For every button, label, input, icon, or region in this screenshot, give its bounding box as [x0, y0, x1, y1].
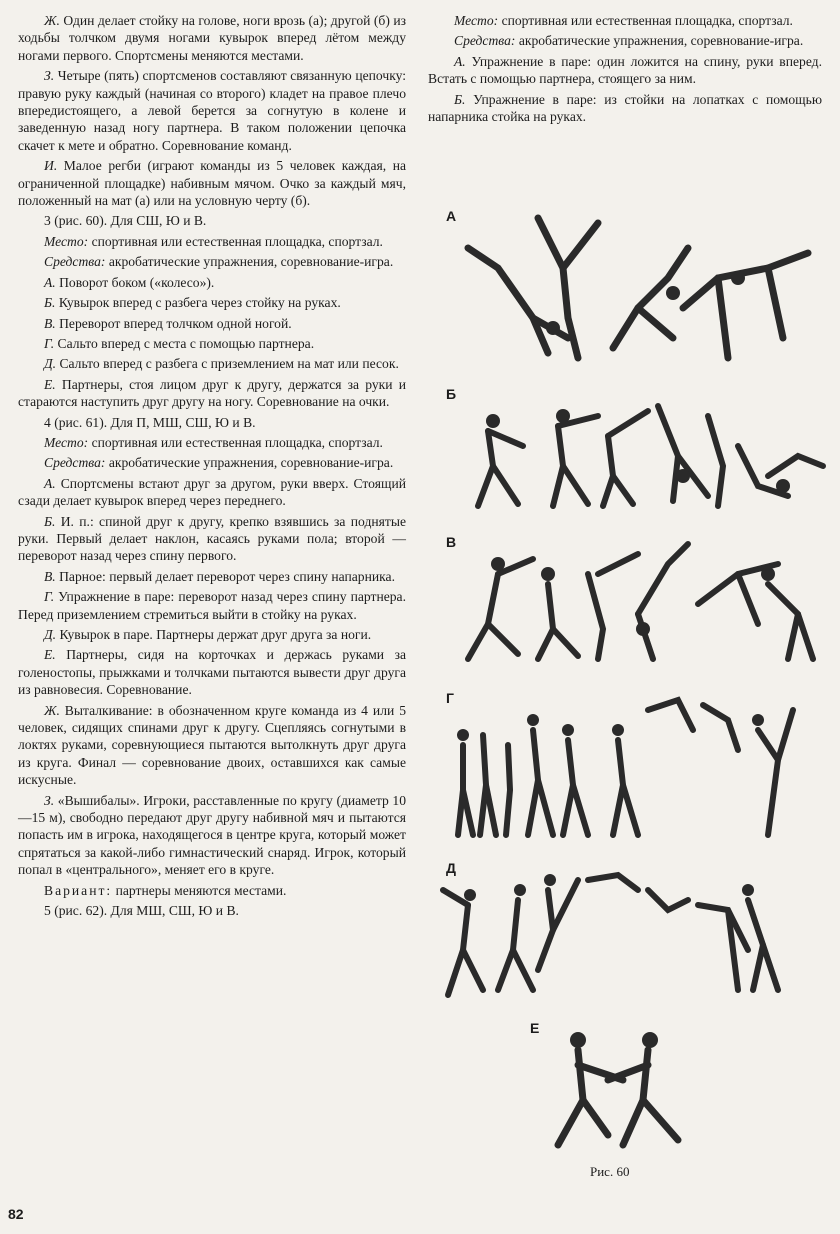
figure-panel-b: [438, 386, 830, 516]
panel-letter-a: А: [446, 208, 457, 224]
figure-60: [438, 200, 830, 1160]
item-text: акробатические упражнения, соревнование-игра.: [105, 254, 394, 270]
figure-panel-e: [438, 1020, 830, 1160]
item-label: А.: [44, 475, 56, 491]
item-text: спортивная или естественная площадка, спортзал.: [88, 233, 383, 249]
item-label: Е.: [44, 376, 56, 392]
paragraph: [18, 233, 406, 250]
paragraph: [18, 253, 406, 270]
item-text: спортивная или естественная площадка, спортзал.: [88, 434, 383, 450]
panel-letter-d: Д: [446, 860, 456, 876]
paragraph: [18, 315, 406, 332]
item-text: Упражнение в паре: из стойки на лопатках с помощью напарника стойка на руках.: [428, 91, 822, 125]
item-text: акробатические упражнения, соревнование-игра.: [515, 33, 804, 49]
item-text: Выталкивание: в обозначенном круге команда из 4 или 5 человек, сидящих спинами друг к другу. Сцепляясь согнутыми в локтях руками, соревнующиеся пытаются вытолкнуть друг друга из круга. Финал — соревнование двоих, оставшихся как самые искусные.: [18, 702, 406, 788]
item-label: Средства:: [44, 455, 106, 471]
paragraph: [18, 882, 406, 899]
panel-letter-e: Е: [530, 1020, 540, 1036]
item-label: В.: [44, 568, 56, 584]
item-text: акробатические упражнения, соревнование-игра.: [105, 455, 394, 471]
figure-panel-a: [438, 208, 830, 368]
item-label: Е.: [44, 647, 56, 663]
item-text: Кувырок в паре. Партнеры держат друг друга за ноги.: [56, 627, 372, 642]
item-label: Б.: [44, 513, 56, 529]
right-column: [428, 12, 822, 128]
handspring-illustration: [438, 534, 830, 669]
exercise-heading: 3 (рис. 60). Для СШ, Ю и В.: [44, 213, 207, 229]
panel-letter-b: Б: [446, 386, 457, 402]
paragraph: [18, 294, 406, 311]
item-text: Упражнение в паре: переворот назад через спину партнера. Перед приземлением стремиться выйти в стойку на руках.: [18, 589, 406, 622]
paragraph: [428, 91, 822, 126]
item-label: А.: [454, 53, 466, 69]
paragraph: [18, 702, 406, 789]
panel-letter-v: В: [446, 534, 457, 550]
item-label: З.: [44, 68, 55, 84]
paragraph: [18, 513, 406, 565]
item-label: И.: [44, 158, 58, 174]
item-label: З.: [44, 792, 55, 808]
item-label: Место:: [454, 13, 499, 28]
paragraph: [18, 157, 406, 209]
item-label: Ж.: [44, 13, 60, 28]
item-text: Четыре (пять) спортсменов составляют связанную цепочку: правую руку каждый (начиная со второго) кладет на правое плечо впередистоящего, а левой берется за согнутую в колене и заведенную назад ногу партнера. В таком положении цепочка скачет к мете и обратно. Соревнование команд.: [18, 68, 406, 153]
paragraph: [428, 53, 822, 88]
dive-roll-illustration: [438, 386, 830, 516]
item-text: Один делает стойку на голове, ноги врозь (а); другой (б) из ходьбы толчком двумя ногами кувырок вперед лётом между ногами первого. Спортсмены меняются местами.: [18, 13, 406, 63]
item-text: Сальто вперед с разбега с приземлением на мат или песок.: [56, 356, 399, 372]
item-text: «Вышибалы». Игроки, расставленные по кругу (диаметр 10—15 м), свободно передают друг другу набивной мяч и пытаются попасть им в игрока, находящегося в центре круга, который может спрятаться за какой-либо гимнастический снаряд. Игрок, который попал в «центрального», меняет его в круге.: [18, 792, 406, 878]
paragraph: [428, 32, 822, 49]
running-somersault-illustration: [438, 860, 830, 1000]
foot-stomp-game-illustration: [438, 1020, 830, 1160]
item-label: Б.: [44, 295, 56, 311]
item-text: Переворот вперед толчком одной ногой.: [55, 315, 292, 331]
left-column: [18, 12, 406, 923]
item-text: Сальто вперед с места с помощью партнера.: [54, 335, 315, 351]
item-label: Г.: [44, 589, 55, 605]
item-label: Средства:: [44, 254, 106, 270]
paragraph: [18, 355, 406, 372]
figure-panel-g: [438, 690, 830, 840]
item-label: Д.: [44, 627, 57, 642]
item-text: Спортсмены встают друг за другом, руки вверх. Стоящий сзади делает кувырок вперед через переднего.: [18, 475, 406, 509]
paragraph: [18, 274, 406, 291]
paragraph: [18, 588, 406, 623]
item-label: Б.: [454, 91, 466, 107]
paragraph: [428, 12, 822, 29]
item-text: Упражнение в паре: один ложится на спину, руки вперед. Встать с помощью партнера, стоящего за ним.: [428, 53, 822, 87]
item-label: В.: [44, 315, 56, 331]
paragraph: [18, 568, 406, 585]
panel-letter-g: Г: [446, 690, 454, 706]
item-text: спортивная или естественная площадка, спортзал.: [498, 13, 793, 28]
item-label: Место:: [44, 233, 89, 249]
item-label: Ж.: [44, 702, 60, 718]
item-text: Кувырок вперед с разбега через стойку на руках.: [55, 295, 341, 311]
paragraph: [18, 792, 406, 879]
paragraph: [18, 335, 406, 352]
paragraph: [18, 434, 406, 451]
figure-panel-d: [438, 860, 830, 1000]
paragraph: [18, 475, 406, 510]
item-label: Место:: [44, 434, 89, 450]
paragraph: [18, 12, 406, 64]
item-text: Партнеры, стоя лицом друг к другу, держатся за руки и стараются наступить друг другу на ногу. Соревнование на очки.: [18, 376, 406, 410]
paragraph: [18, 376, 406, 411]
item-text: Парное: первый делает переворот через спину напарника.: [55, 568, 395, 584]
exercise-heading: 5 (рис. 62). Для МШ, СШ, Ю и В.: [44, 903, 239, 919]
paragraph: [18, 626, 406, 643]
figure-caption: Рис. 60: [590, 1164, 630, 1179]
item-text: Поворот боком («колесо»).: [55, 274, 215, 290]
item-text: Партнеры, сидя на корточках и держась руками за голеностопы, прыжками и толчками пытаются вывести друг друга из равновесия. Соревнование.: [18, 647, 406, 698]
item-label: Д.: [44, 356, 57, 372]
figure-panel-v: [438, 534, 830, 669]
cartwheel-illustration: [438, 208, 830, 368]
item-label: А.: [44, 274, 56, 290]
exercise-heading: 4 (рис. 61). Для П, МШ, СШ, Ю и В.: [44, 414, 256, 430]
somersault-assisted-illustration: [438, 690, 830, 840]
page-number: 82: [8, 1206, 24, 1222]
item-label: Средства:: [454, 33, 516, 49]
item-text: И. п.: спиной друг к другу, крепко взявшись за поднятые руки. Первый делает наклон, касаясь руками пола; второй — переворот назад через спину первого.: [18, 513, 406, 564]
paragraph: [18, 67, 406, 154]
paragraph: [18, 646, 406, 698]
item-label: Г.: [44, 335, 55, 351]
item-text: партнеры меняются местами.: [112, 882, 287, 898]
item-label: Вариант:: [44, 882, 113, 898]
item-text: Малое регби (играют команды из 5 человек каждая, на ограниченной площадке) набивным мячом. Очко за каждый мяч, положенный на мат (а) или на условную черту (б).: [18, 158, 406, 209]
paragraph: [18, 454, 406, 471]
